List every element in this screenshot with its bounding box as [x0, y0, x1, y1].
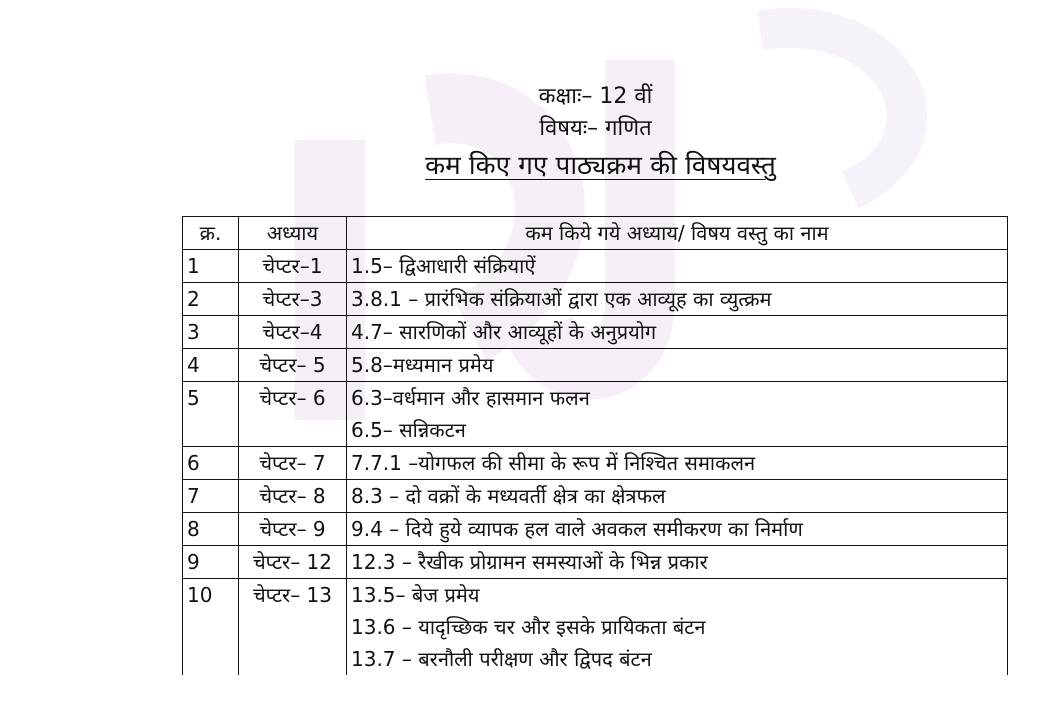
row-serial-number: 6: [183, 447, 239, 480]
table-row: [183, 382, 1008, 447]
table-row: [183, 480, 1008, 513]
row-topics: [347, 546, 1008, 579]
topic-item: 13.6 – यादृच्छिक चर और इसके प्रायिकता बंटन: [351, 615, 706, 639]
table-row: [183, 579, 1008, 676]
page-title-text: कम किए गए पाठ्यक्रम की विषयवस्तु: [425, 151, 776, 181]
row-serial-number: 4: [183, 349, 239, 382]
row-chapter: चेप्टर–1: [239, 250, 347, 283]
row-chapter: चेप्टर–3: [239, 283, 347, 316]
row-chapter: चेप्टर– 5: [239, 349, 347, 382]
syllabus-table: [182, 216, 1008, 675]
header-chapter: अध्याय: [239, 217, 347, 250]
row-topics: [347, 316, 1008, 349]
row-chapter: चेप्टर– 9: [239, 513, 347, 546]
row-serial-number: 2: [183, 283, 239, 316]
topic-item: 12.3 – रैखीक प्रोग्रामन समस्याओं के भिन्न प्रकार: [351, 550, 708, 574]
topic-item: 4.7– सारणिकों और आव्यूहों के अनुप्रयोग: [351, 320, 657, 344]
row-topics: [347, 480, 1008, 513]
row-serial-number: 3: [183, 316, 239, 349]
topic-item: 6.5– सन्निकटन: [351, 418, 466, 442]
row-serial-number: 9: [183, 546, 239, 579]
topic-item: 13.5– बेज प्रमेय: [351, 583, 480, 607]
row-topics: [347, 382, 1008, 447]
header-topic: कम किये गये अध्याय/ विषय वस्तु का नाम: [347, 217, 1008, 250]
row-topics: [347, 579, 1008, 676]
table-row: [183, 546, 1008, 579]
row-topics: [347, 283, 1008, 316]
row-topics: [347, 250, 1008, 283]
row-chapter: चेप्टर– 7: [239, 447, 347, 480]
row-topics: [347, 513, 1008, 546]
topic-item: 1.5– द्विआधारी संक्रियाऐं: [351, 254, 536, 278]
table-row: [183, 250, 1008, 283]
topic-item: 5.8–मध्यमान प्रमेय: [351, 353, 494, 377]
row-chapter: चेप्टर– 6: [239, 382, 347, 447]
row-chapter: चेप्टर– 13: [239, 579, 347, 676]
header-serial-number: क्र.: [183, 217, 239, 250]
table-row: [183, 513, 1008, 546]
row-serial-number: 1: [183, 250, 239, 283]
table-row: [183, 349, 1008, 382]
table-row: [183, 316, 1008, 349]
row-serial-number: 10: [183, 579, 239, 676]
topic-item: 7.7.1 –योगफल की सीमा के रूप में निश्चित समाकलन: [351, 451, 756, 475]
topic-item: 6.3–वर्धमान और हासमान फलन: [351, 386, 590, 410]
class-line: कक्षाः– 12 वीं: [538, 84, 653, 109]
row-topics: [347, 349, 1008, 382]
topic-item: 3.8.1 – प्रारंभिक संक्रियाओं द्वारा एक आव्यूह का व्युत्क्रम: [351, 287, 772, 311]
page-title: [0, 146, 1061, 182]
table-row: [183, 447, 1008, 480]
row-chapter: चेप्टर– 12: [239, 546, 347, 579]
subject-line: विषयः– गणित: [539, 116, 652, 141]
row-serial-number: 5: [183, 382, 239, 447]
row-serial-number: 7: [183, 480, 239, 513]
topic-item: 8.3 – दो वक्रों के मध्यवर्ती क्षेत्र का क्षेत्रफल: [351, 484, 666, 508]
table-header-row: [183, 217, 1008, 250]
row-chapter: चेप्टर–4: [239, 316, 347, 349]
topic-item: 9.4 – दिये हुये व्यापक हल वाले अवकल समीकरण का निर्माण: [351, 517, 803, 541]
topic-item: 13.7 – बरनौली परीक्षण और द्विपद बंटन: [351, 647, 652, 671]
row-chapter: चेप्टर– 8: [239, 480, 347, 513]
row-serial-number: 8: [183, 513, 239, 546]
table-body: [183, 250, 1008, 676]
table-row: [183, 283, 1008, 316]
row-topics: [347, 447, 1008, 480]
